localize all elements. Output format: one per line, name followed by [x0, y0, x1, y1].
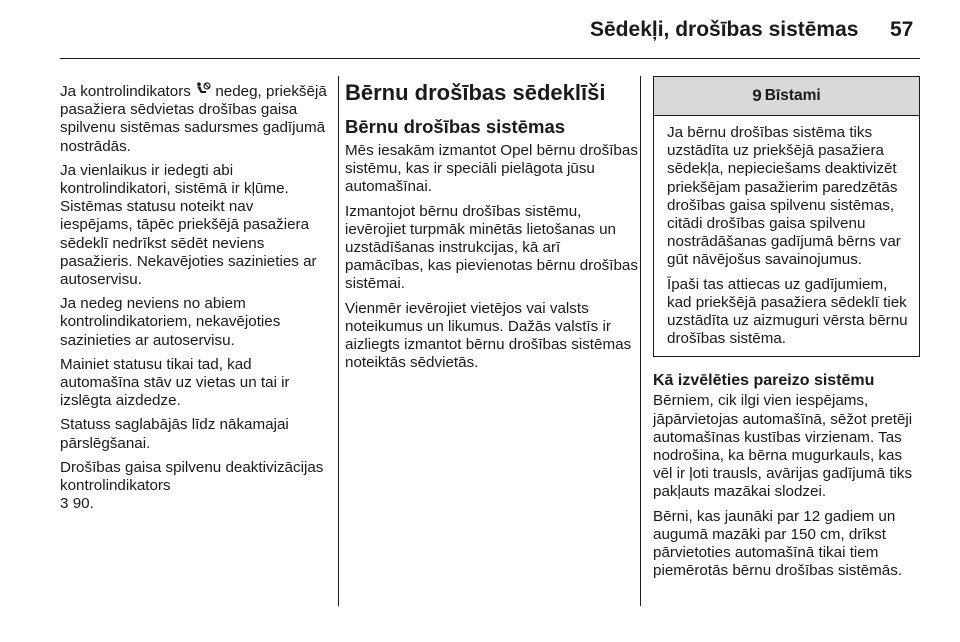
warning-body — [654, 116, 919, 356]
paragraph: Vienmēr ievērojiet vietējos vai valsts noteikumus un likumus. Dažās valstīs ir aizliegts izmantot bērnu drošības sistēmas noteiktās sēdvietās. — [345, 299, 632, 372]
paragraph: Izmantojot bērnu drošības sistēmu, ievērojiet turpmāk minētās lietošanas un uzstādīšanas instrukcijas, kā arī pamācības, kas pievienotas bērnu drošības sistēmai. — [345, 202, 638, 293]
chapter-heading: Bērnu drošības sēdeklīši — [345, 80, 606, 105]
paragraph: Ja nedeg neviens no abiem kontrolindikatoriem, nekavējoties sazinieties ar autoservisu. — [60, 295, 281, 349]
warning-title: Bīstami — [764, 86, 821, 104]
paragraph: Statuss saglabājās līdz nākamajai pārslēgšanai. — [60, 416, 289, 452]
paragraph: Bērniem, cik ilgi vien iespējams, jāpārvietojas automašīnā, sēžot pretēji automašīnas kustības virzienam. Tas nodrošina, ka bērna mugurkauls, kas vēl ir ļoti trausls, avārijas gadījumā tiks pakļauts mazākai slodzei. — [653, 392, 913, 501]
warning-box — [653, 76, 920, 357]
column-divider-left — [338, 76, 339, 606]
paragraph: Ja bērnu drošības sistēma tiks uzstādīta uz priekšējā pasažiera sēdekļa, nepieciešams deaktivizēt priekšējam pasažierim paredzētās drošības gaisa spilvenu sistēmas, citādi drošības gaisa spilvenu nostrādāšanas gadījumā bērns var gūt nāvējošus savainojumus. — [667, 124, 901, 269]
paragraph: Mainiet statusu tikai tad, kad automašīna stāv uz vietas un tai ir izslēgta aizdedze. — [60, 355, 290, 410]
section-heading: Bērnu drošības sistēmas — [345, 116, 566, 137]
subsection-heading: Kā izvēlēties pareizo sistēmu — [653, 372, 875, 390]
paragraph: Īpaši tas attiecas uz gadījumiem, kad priekšējā pasažiera sēdeklī tiek uzstādīta uz aizmuguri vērsta bērnu drošības sistēma. — [667, 275, 908, 348]
warning-header — [654, 77, 919, 116]
page-reference[interactable]: 90. — [72, 495, 94, 513]
paragraph: Mēs iesakām izmantot Opel bērnu drošības sistēmu, kas ir speciāli pielāgota jūsu automašīnai. — [345, 142, 638, 196]
column-middle — [345, 80, 640, 378]
arrow-icon: 3 — [60, 495, 69, 513]
paragraph: Bērni, kas jaunāki par 12 gadiem un augumā mazāki par 150 cm, drīkst pārvietoties automašīnā tikai tiem piemērotās bērnu drošības sistēmās. — [653, 507, 903, 580]
section-title: Sēdekļi, drošības sistēmas — [590, 18, 859, 41]
page-header — [0, 0, 960, 60]
column-left — [60, 82, 330, 519]
page-number: 57 — [890, 18, 914, 41]
passenger-airbag-off-icon — [195, 82, 211, 101]
column-right — [653, 76, 920, 586]
warning-triangle-icon: 9 — [752, 85, 762, 105]
paragraph: Drošības gaisa spilvenu deaktivizācijas kontrolindikators 3 90. — [60, 458, 324, 513]
paragraph: Ja kontrolindikators nedeg, priekšējā pasažiera sēdvietas drošības gaisa spilvenu sistēmas sadursmes gadījumā nostrādās. — [60, 83, 327, 155]
paragraph: Ja vienlaikus ir iedegti abi kontrolindikatori, sistēmā ir kļūme. Sistēmas statusu noteikt nav iespējams, tāpēc priekšējā pasažiera sēdeklī nedrīkst sēdēt neviens pasažieris. Nekavējoties sazinieties ar autoservisu. — [60, 161, 317, 289]
column-divider-right — [640, 76, 641, 606]
header-rule — [60, 58, 920, 59]
